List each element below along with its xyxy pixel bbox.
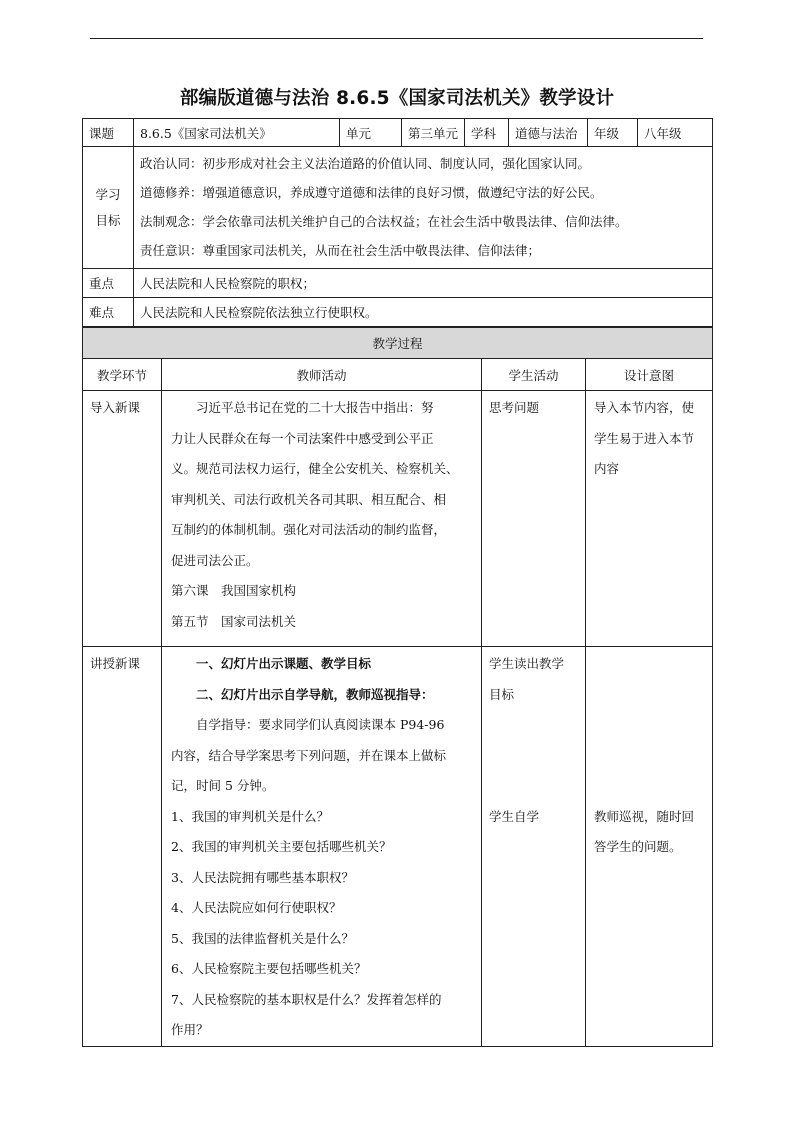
key-point-label: 重点 [83, 269, 134, 298]
header-rule [90, 38, 703, 39]
intro-stage: 导入新课 [83, 391, 162, 647]
info-header-row [83, 119, 713, 147]
teach-row [83, 647, 713, 1047]
goal-responsibility: 责任意识：尊重国家司法机关，从而在社会生活中敬畏法律、信仰法律； [140, 243, 541, 258]
page-title: 部编版道德与法治 8.6.5《国家司法机关》教学设计 [179, 88, 615, 109]
teach-stage: 讲授新课 [83, 647, 162, 1047]
goals-label: 学习 目标 [83, 147, 134, 269]
teach-student: 学生读出教学 目标 学生自学 [482, 647, 586, 1047]
question-7: 7、人民检察院的基本职权是什么？发挥着怎样的 [171, 991, 442, 1007]
intro-intent: 导入本节内容，使 学生易于进入本节 内容 [586, 391, 713, 647]
unit-value: 第三单元 [402, 119, 465, 147]
process-columns-row [83, 359, 713, 391]
question-4: 4、人民法院应如何行使职权？ [171, 900, 342, 915]
question-5: 5、我国的法律监督机关是什么？ [171, 930, 354, 946]
process-banner: 教学过程 [83, 328, 713, 359]
teach-intent: 教师巡视，随时回 答学生的问题。 [586, 647, 713, 1047]
grade-label: 年级 [588, 119, 638, 147]
goal-political: 政治认同：初步形成对社会主义法治道路的价值认同、制度认同，强化国家认同。 [140, 156, 591, 171]
key-point-value: 人民法院和人民检察院的职权； [134, 269, 713, 298]
topic-label: 课题 [83, 119, 134, 147]
column-intent: 设计意图 [586, 359, 713, 391]
difficulty-row [83, 298, 713, 327]
goals-content [134, 147, 713, 269]
subject-value: 道德与法治 [509, 119, 588, 147]
question-6: 6、人民检察院主要包括哪些机关？ [171, 961, 367, 976]
difficulty-value: 人民法院和人民检察院依法独立行使职权。 [134, 298, 713, 327]
step-2: 二、幻灯片出示自学导航，教师巡视指导： [196, 686, 434, 702]
intro-student: 思考问题 [482, 391, 586, 647]
column-stage: 教学环节 [83, 359, 162, 391]
topic-value: 8.6.5《国家司法机关》 [134, 119, 340, 147]
intro-teacher: 习近平总书记在党的二十大报告中指出：努 力让人民群众在每一个司法案件中感受到公平正 义。规范司法权力运行，健全公安机关、检察机关、 审判机关、司法行政机关各司其职、相互配合、相 互制约的体制机制。强化对司法活动的制约监督， 促进司法公正。 第六课 我国国家机构 第五节 国家司法机关 [162, 391, 482, 647]
teach-teacher: 一、幻灯片出示课题、教学目标 二、幻灯片出示自学导航，教师巡视指导： 自学指导：要求同学们认真阅读课本 P94-96 内容，结合导学案思考下列问题，并在课本上做标 记，时间 5 分钟。 1、我国的审判机关是什么？ 2、我国的审判机关主要包括哪些机关？ 3、人民法院拥有哪些基本职权？ 4、人民法院应如何行使职权？ 5、我国的法律监督机关是什么？ 6、人民检察院主要包括哪些机关？ 7、人民检察院的基本职权是什么？发挥着怎样的 作用？ [162, 647, 482, 1047]
intro-row [83, 391, 713, 647]
grade-value: 八年级 [638, 119, 713, 147]
process-table [82, 327, 713, 1047]
key-point-row [83, 269, 713, 298]
column-student: 学生活动 [482, 359, 586, 391]
step-1: 一、幻灯片出示课题、教学目标 [196, 656, 372, 671]
question-3: 3、人民法院拥有哪些基本职权？ [171, 869, 354, 885]
question-1: 1、我国的审判机关是什么？ [171, 808, 329, 824]
difficulty-label: 难点 [83, 298, 134, 327]
process-banner-row [83, 328, 713, 359]
subject-label: 学科 [465, 119, 509, 147]
column-teacher: 教师活动 [162, 359, 482, 391]
goal-legal: 法制观念：学会依靠司法机关维护自己的合法权益；在社会生活中敬畏法律、信仰法律。 [140, 214, 628, 229]
info-table [82, 118, 713, 327]
goal-moral: 道德修养：增强道德意识，养成遵守道德和法律的良好习惯，做遵纪守法的好公民。 [140, 185, 603, 200]
goals-row [83, 147, 713, 269]
question-2: 2、我国的审判机关主要包括哪些机关？ [171, 839, 392, 854]
unit-label: 单元 [340, 119, 402, 147]
